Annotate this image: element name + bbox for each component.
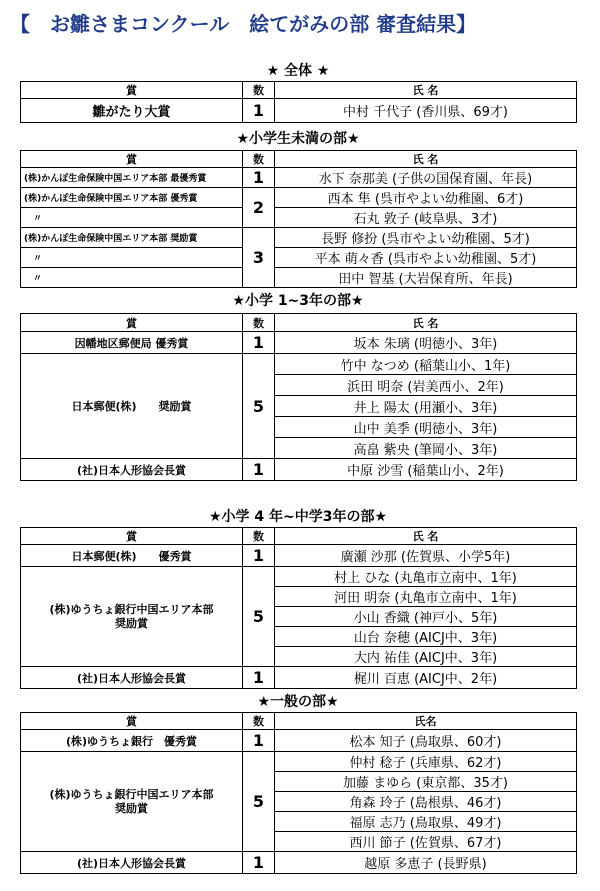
- winner-cell: 仲村 稔子 (兵庫県、62才): [275, 752, 577, 772]
- prize-line-2: 奨励賞: [115, 801, 148, 815]
- awards-table-preschool: [20, 150, 577, 288]
- prize-line-1: (株)ゆうちょ銀行中国エリア本部: [49, 602, 214, 616]
- winner-cell: 浜田 明奈 (岩美西小、2年): [275, 375, 577, 396]
- header-prize: 賞: [21, 314, 243, 332]
- count-cell: 1: [243, 459, 275, 481]
- prize-cell: 雛がたり大賞: [21, 99, 243, 123]
- winner-cell: 角森 玲子 (島根県、46才): [275, 792, 577, 812]
- winner-cell: 水下 奈那美 (子供の国保育園、年長): [275, 168, 577, 188]
- prize-cell: [21, 752, 243, 852]
- count-cell: 3: [243, 228, 275, 288]
- ditto-mark: 〃: [21, 248, 243, 268]
- winner-cell: 井上 陽太 (用瀬小、3年): [275, 396, 577, 417]
- table-header-row: [21, 151, 577, 168]
- table-row: [21, 852, 577, 874]
- prize-line-2: 奨励賞: [115, 616, 148, 630]
- prize-cell: 因幡地区郵便局 優秀賞: [21, 332, 243, 354]
- table-row: [21, 228, 577, 248]
- header-count: 数: [243, 314, 275, 332]
- section-title-overall: ★ 全体 ★: [266, 63, 330, 79]
- table-row: [21, 208, 577, 228]
- winner-cell: 山台 奈穂 (AICJ中、3年): [275, 627, 577, 647]
- count-cell: 1: [243, 730, 275, 752]
- winner-cell: 越原 多恵子 (長野県): [275, 852, 577, 874]
- prize-cell: 日本郵便(株) 優秀賞: [21, 545, 243, 567]
- awards-table-overall: [20, 81, 577, 123]
- count-cell: 1: [243, 99, 275, 123]
- header-name: 氏 名: [275, 314, 577, 332]
- table-row: [21, 730, 577, 752]
- table-row: [21, 332, 577, 354]
- prize-cell: (社)日本人形協会長賞: [21, 459, 243, 481]
- prize-cell: (株)かんぽ生命保険中国エリア本部 最優秀賞: [21, 168, 243, 188]
- count-cell: 1: [243, 667, 275, 689]
- awards-table-grades-1-3: [20, 313, 577, 481]
- winner-cell: 高畠 紫央 (筆岡小、3年): [275, 438, 577, 459]
- winner-cell: 平本 萌々香 (呉市やよい幼稚園、5才): [275, 248, 577, 268]
- table-row: [21, 459, 577, 481]
- winner-cell: 河田 明奈 (丸亀市立南中、1年): [275, 587, 577, 607]
- count-cell: 5: [243, 567, 275, 667]
- header-prize: 賞: [21, 713, 243, 730]
- winner-cell: 西本 隼 (呉市やよい幼稚園、6才): [275, 188, 577, 208]
- winner-cell: 加藤 まゆら (東京都、35才): [275, 772, 577, 792]
- table-header-row: [21, 713, 577, 730]
- table-header-row: [21, 528, 577, 545]
- header-name: 氏 名: [275, 151, 577, 168]
- table-header-row: [21, 314, 577, 332]
- table-row: [21, 667, 577, 689]
- header-name: 氏名: [275, 713, 577, 730]
- winner-cell: 坂本 朱璃 (明徳小、3年): [275, 332, 577, 354]
- prize-cell: (株)ゆうちょ銀行 優秀賞: [21, 730, 243, 752]
- winner-cell: 廣瀬 沙那 (佐賀県、小学5年): [275, 545, 577, 567]
- header-count: 数: [243, 82, 275, 99]
- section-title-grades-1-3: ★小学 1~3年の部★: [232, 293, 364, 309]
- prize-line-1: (株)ゆうちょ銀行中国エリア本部: [49, 787, 214, 801]
- ditto-mark: 〃: [21, 268, 243, 288]
- count-cell: 2: [243, 188, 275, 228]
- header-name: 氏 名: [275, 82, 577, 99]
- table-row: [21, 545, 577, 567]
- winner-cell: 田中 智基 (大岩保育所、年長): [275, 268, 577, 288]
- awards-table-general: [20, 712, 577, 874]
- table-row: [21, 188, 577, 208]
- header-count: 数: [243, 528, 275, 545]
- section-title-grades-4-9: ★小学 4 年~中学3年の部★: [208, 509, 388, 525]
- count-cell: 5: [243, 354, 275, 459]
- header-prize: 賞: [21, 82, 243, 99]
- table-row: [21, 248, 577, 268]
- prize-cell: (株)かんぽ生命保険中国エリア本部 優秀賞: [21, 188, 243, 208]
- winner-cell: 福原 志乃 (鳥取県、49才): [275, 812, 577, 832]
- winner-cell: 松本 知子 (鳥取県、60才): [275, 730, 577, 752]
- table-row: [21, 567, 577, 587]
- table-row: [21, 752, 577, 772]
- header-count: 数: [243, 713, 275, 730]
- ditto-mark: 〃: [21, 208, 243, 228]
- prize-cell: (社)日本人形協会長賞: [21, 667, 243, 689]
- count-cell: 1: [243, 852, 275, 874]
- header-prize: 賞: [21, 528, 243, 545]
- section-title-preschool: ★小学生未満の部★: [236, 131, 360, 147]
- table-row: [21, 168, 577, 188]
- winner-cell: 竹中 なつめ (稲葉山小、1年): [275, 354, 577, 375]
- winner-cell: 小山 香織 (神戸小、5年): [275, 607, 577, 627]
- winner-cell: 西川 節子 (佐賀県、67才): [275, 832, 577, 852]
- header-count: 数: [243, 151, 275, 168]
- prize-cell: 日本郵便(株) 奨励賞: [21, 354, 243, 459]
- count-cell: 5: [243, 752, 275, 852]
- winner-cell: 石丸 敦子 (岐阜県、3才): [275, 208, 577, 228]
- winner-cell: 長野 修扮 (呉市やよい幼稚園、5才): [275, 228, 577, 248]
- winner-cell: 山中 美季 (明徳小、3年): [275, 417, 577, 438]
- table-row: [21, 268, 577, 288]
- prize-cell: (社)日本人形協会長賞: [21, 852, 243, 874]
- table-row: [21, 354, 577, 375]
- page-title: 【 お雛さまコンクール 絵てがみの部 審査結果】: [10, 12, 477, 36]
- count-cell: 1: [243, 545, 275, 567]
- winner-cell: 梶川 百恵 (AICJ中、2年): [275, 667, 577, 689]
- count-cell: 1: [243, 332, 275, 354]
- table-header-row: [21, 82, 577, 99]
- prize-cell: (株)かんぽ生命保険中国エリア本部 奨励賞: [21, 228, 243, 248]
- header-name: 氏 名: [275, 528, 577, 545]
- winner-cell: 大内 祐佳 (AICJ中、3年): [275, 647, 577, 667]
- header-prize: 賞: [21, 151, 243, 168]
- winner-cell: 中原 沙雪 (稲葉山小、2年): [275, 459, 577, 481]
- awards-table-grades-4-9: [20, 527, 577, 689]
- winner-cell: 中村 千代子 (香川県、69才): [275, 99, 577, 123]
- table-row: [21, 99, 577, 123]
- prize-cell: [21, 567, 243, 667]
- winner-cell: 村上 ひな (丸亀市立南中、1年): [275, 567, 577, 587]
- count-cell: 1: [243, 168, 275, 188]
- section-title-general: ★一般の部★: [257, 694, 339, 710]
